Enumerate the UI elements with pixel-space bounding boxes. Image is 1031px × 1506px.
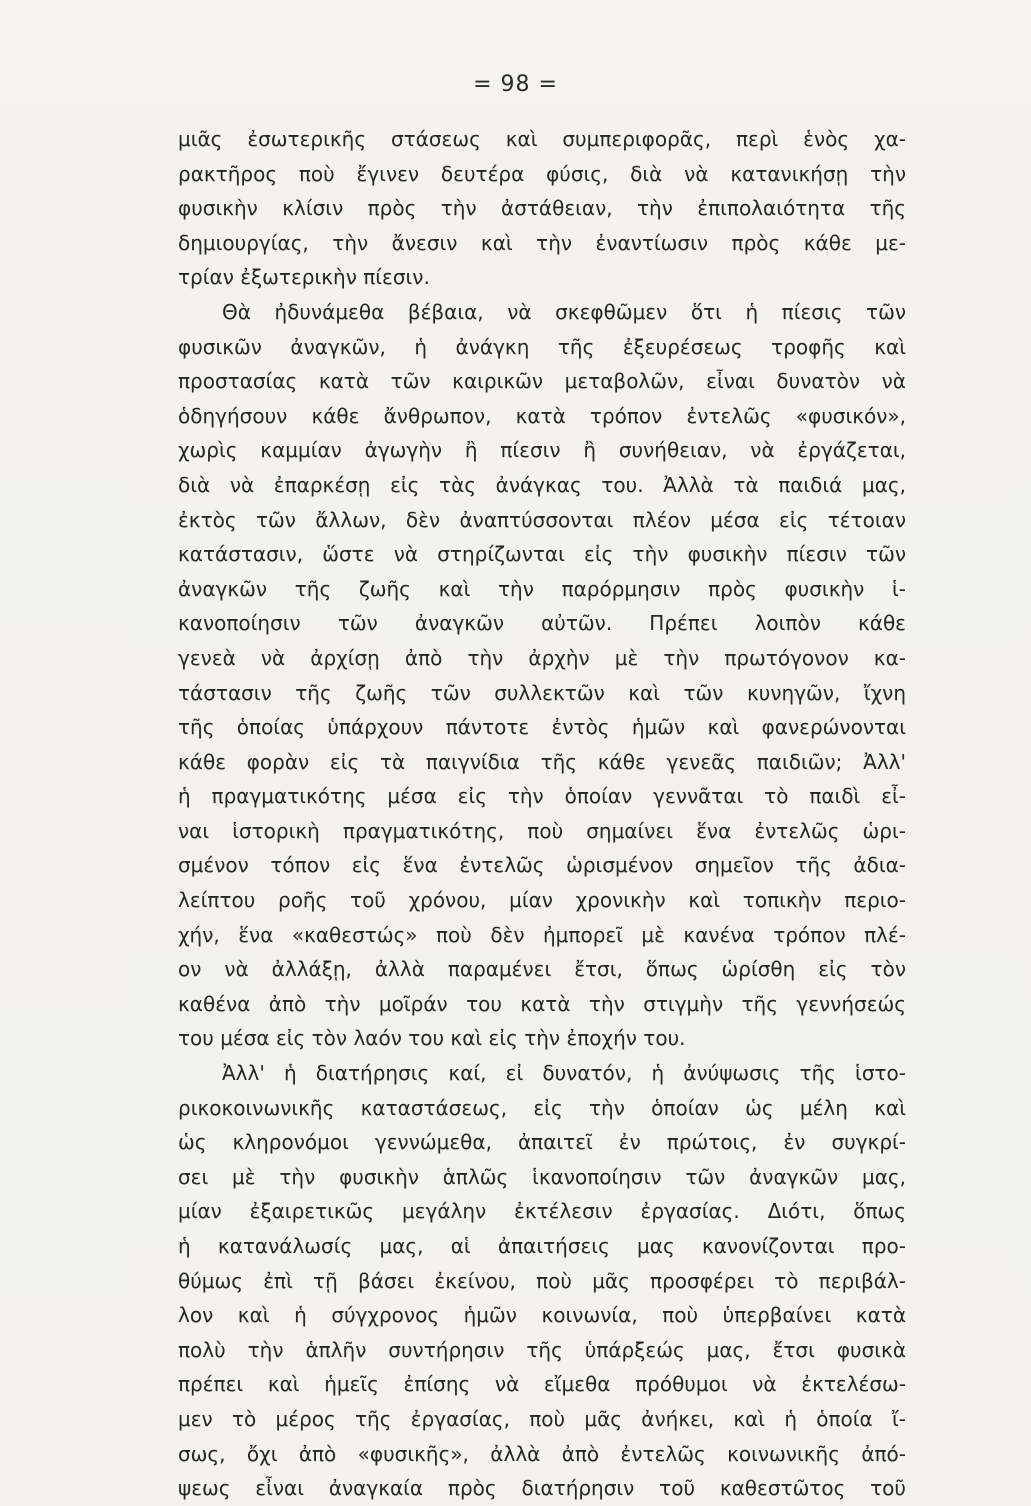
text-line: σει μὲ τὴν φυσικὴν ἁπλῶς ἱκανοποίησιν τῶν ἀναγκῶν μας, <box>178 1164 906 1189</box>
text-line: κατάστασιν, ὥστε νὰ στηρίζωνται εἰς τὴν φυσικὴν πίεσιν τῶν <box>178 542 906 567</box>
paragraph-2 <box>178 295 906 1056</box>
text-line: προστασίας κατὰ τῶν καιρικῶν μεταβολῶν, εἶναι δυνατὸν νὰ <box>178 369 906 394</box>
text-line: μίαν ἐξαιρετικῶς μεγάλην ἐκτέλεσιν ἐργασίας. Διότι, ὅπως <box>178 1199 906 1224</box>
text-line: μιᾶς ἐσωτερικῆς στάσεως καὶ συμπεριφορᾶς, περὶ ἑνὸς χα- <box>178 127 906 151</box>
text-line: μεν τὸ μέρος τῆς ἐργασίας, ποὺ μᾶς ἀνήκει, καὶ ἡ ὁποία ἴ- <box>178 1406 906 1431</box>
text-line: ψεως εἶναι ἀναγκαία πρὸς διατήρησιν τοῦ καθεστῶτος τοῦ <box>178 1476 906 1501</box>
text-line: κάθε φορὰν εἰς τὰ παιγνίδια τῆς κάθε γενεᾶς παιδιῶν; Ἀλλ' <box>178 749 906 774</box>
text-line: ρακτῆρος ποὺ ἔγινεν δευτέρα φύσις, διὰ νὰ κατανικήσῃ τὴν <box>178 161 906 186</box>
text-line: τῆς ὁποίας ὑπάρχουν πάντοτε ἐντὸς ἡμῶν καὶ φανερώνονται <box>178 715 906 740</box>
text-line: ὁδηγήσουν κάθε ἄνθρωπον, κατὰ τρόπον ἐντελῶς «φυσικόν», <box>178 403 906 428</box>
text-line: σως, ὄχι ἀπὸ «φυσικῆς», ἀλλὰ ἀπὸ ἐντελῶς κοινωνικῆς ἀπό- <box>178 1441 906 1466</box>
text-line: δημιουργίας, τὴν ἄνεσιν καὶ τὴν ἐναντίωσιν πρὸς κάθε με- <box>178 230 906 255</box>
text-line: ἡ κατανάλωσίς μας, αἱ ἀπαιτήσεις μας κανονίζονται προ- <box>178 1234 906 1258</box>
text-line: ον νὰ ἀλλάξῃ, ἀλλὰ παραμένει ἔτσι, ὅπως ὡρίσθη εἰς τὸν <box>178 957 906 982</box>
text-line: χήν, ἕνα «καθεστώς» ποὺ δὲν ἠμπορεῖ μὲ κανένα τρόπον πλέ- <box>178 922 906 947</box>
text-line: ἡ πραγματικότης μέσα εἰς τὴν ὁποίαν γεννᾶται τὸ παιδὶ εἶ- <box>178 784 906 809</box>
text-line: καθένα ἀπὸ τὴν μοῖράν του κατὰ τὴν στιγμὴν τῆς γεννήσεώς <box>178 991 906 1016</box>
text-line: θύμως ἐπὶ τῇ βάσει ἐκείνου, ποὺ μᾶς προσφέρει τὸ περιβάλ- <box>178 1268 906 1293</box>
text-line: τρίαν ἐξωτερικὴν πίεσιν. <box>178 265 430 290</box>
text-line: ὡς κληρονόμοι γεννώμεθα, ἀπαιτεῖ ἐν πρώτοις, ἐν συγκρί- <box>178 1130 906 1155</box>
text-line: κανοποίησιν τῶν ἀναγκῶν αὐτῶν. Πρέπει λοιπὸν κάθε <box>178 611 906 636</box>
text-line: φυσικῶν ἀναγκῶν, ἡ ἀνάγκη τῆς ἐξευρέσεως τροφῆς καὶ <box>178 334 906 359</box>
text-line: του μέσα εἰς τὸν λαόν του καὶ εἰς τὴν ἐποχήν του. <box>178 1026 686 1051</box>
paragraph-3 <box>178 1056 906 1506</box>
text-line: ρικοκοινωνικῆς καταστάσεως, εἰς τὴν ὁποίαν ὡς μέλη καὶ <box>178 1095 906 1120</box>
text-line: τάστασιν τῆς ζωῆς τῶν συλλεκτῶν καὶ τῶν κυνηγῶν, ἴχνη <box>178 680 906 705</box>
text-line: ἐκτὸς τῶν ἄλλων, δὲν ἀναπτύσσονται πλέον μέσα εἰς τέτοιαν <box>178 507 906 532</box>
text-line: σμένον τόπον εἰς ἕνα ἐντελῶς ὡρισμένον σημεῖον τῆς ἀδια- <box>178 853 906 878</box>
text-line: χωρὶς καμμίαν ἀγωγὴν ἢ πίεσιν ἢ συνήθειαν, νὰ ἐργάζεται, <box>178 438 906 463</box>
text-line: λον καὶ ἡ σύγχρονος ἡμῶν κοινωνία, ποὺ ὑπερβαίνει κατὰ <box>178 1303 906 1328</box>
text-line: διὰ νὰ ἐπαρκέσῃ εἰς τὰς ἀνάγκας του. Ἀλλὰ τὰ παιδιά μας, <box>178 472 906 497</box>
text-line: ναι ἱστορικὴ πραγματικότης, ποὺ σημαίνει ἕνα ἐντελῶς ὡρι- <box>178 818 906 843</box>
text-line: Ἀλλ' ἡ διατήρησις καί, εἰ δυνατόν, ἡ ἀνύψωσις τῆς ἱστο- <box>222 1061 906 1086</box>
text-line: πρέπει καὶ ἡμεῖς ἐπίσης νὰ εἴμεθα πρόθυμοι νὰ ἐκτελέσω- <box>178 1372 906 1397</box>
text-line: ἀναγκῶν τῆς ζωῆς καὶ τὴν παρόρμησιν πρὸς φυσικὴν ἱ- <box>178 576 906 601</box>
body-text <box>178 122 906 1506</box>
text-line: πολὺ τὴν ἁπλῆν συντήρησιν τῆς ὑπάρξεώς μας, ἔτσι φυσικὰ <box>178 1337 906 1362</box>
paragraph-1 <box>178 122 906 295</box>
text-line: γενεὰ νὰ ἀρχίσῃ ἀπὸ τὴν ἀρχὴν μὲ τὴν πρωτόγονον κα- <box>178 645 906 670</box>
text-line: λείπτου ροῆς τοῦ χρόνου, μίαν χρονικὴν καὶ τοπικὴν περιο- <box>178 888 906 913</box>
text-line: Θὰ ἠδυνάμεθα βέβαια, νὰ σκεφθῶμεν ὅτι ἡ πίεσις τῶν <box>222 299 906 324</box>
text-line: φυσικὴν κλίσιν πρὸς τὴν ἀστάθειαν, τὴν ἐπιπολαιότητα τῆς <box>178 196 906 221</box>
page-number: = 98 = <box>473 72 558 97</box>
